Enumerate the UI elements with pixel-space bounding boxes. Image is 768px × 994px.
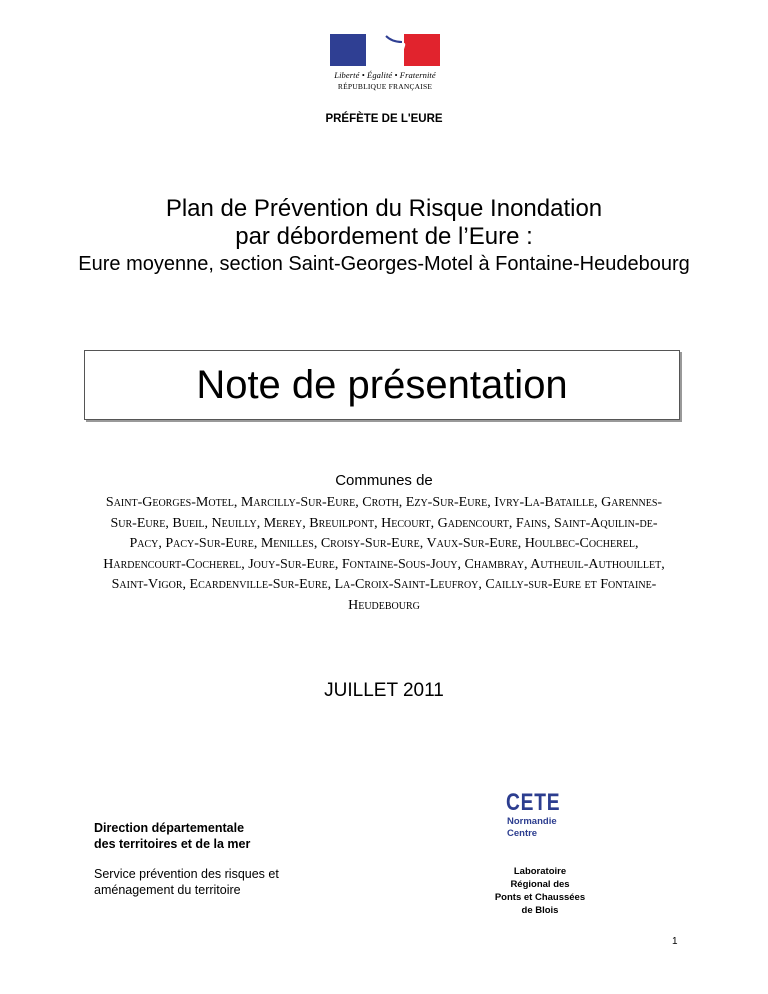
plan-title-line1: Plan de Prévention du Risque Inondation: [165, 195, 603, 222]
cete-region-1: Normandie: [507, 816, 557, 827]
republic-motto: Liberté • Égalité • Fraternité: [334, 70, 436, 80]
prefecture-heading: PRÉFÈTE DE L'EURE: [325, 113, 443, 125]
document-type-box: [84, 350, 680, 420]
cete-logo: [506, 790, 576, 840]
service-line1: Service prévention des risques et: [94, 867, 279, 881]
lab-line3: Ponts et Chaussées: [494, 892, 586, 903]
ddtm-line2: des territoires et de la mer: [94, 837, 251, 851]
cete-region-2: Centre: [507, 828, 538, 839]
ddtm-name: [94, 820, 250, 852]
service-line2: aménagement du territoire: [94, 883, 241, 897]
republic-name: RÉPUBLIQUE FRANÇAISE: [337, 82, 433, 91]
lab-line1: Laboratoire: [513, 866, 567, 877]
lab-line2: Régional des: [510, 879, 570, 890]
lab-line4: de Blois: [521, 905, 559, 916]
page-number: 1: [672, 936, 678, 947]
service-name: [94, 866, 279, 898]
plan-title-line2: par débordement de l’Eure :: [235, 223, 533, 250]
ddtm-line1: Direction départementale: [94, 821, 245, 835]
cete-wordmark: CETE: [506, 789, 561, 816]
publication-date: JUILLET 2011: [324, 680, 444, 701]
document-type-title: Note de présentation: [196, 362, 568, 407]
laboratory-name: [470, 865, 610, 917]
communes-list: Saint-Georges-Motel, Marcilly-Sur-Eure, Croth, Ezy-Sur-Eure, Ivry-La-Bataille, Garennes-Sur-Eure, Bueil, Neuilly, Merey, Breuilpont, Hecourt, Gadencourt, Fains, Saint-Aquilin-de-Pacy, Pacy-Sur-Eure, Menilles, Croisy-Sur-Eure, Vaux-Sur-Eure, Houlbec-Cocherel, Hardencourt-Cocherel, Jouy-Sur-Eure, Fontaine-Sous-Jouy, Chambray, Autheuil-Authouillet, Saint-Vigor, Ecardenville-Sur-Eure, La-Croix-Saint-Leufroy, Cailly-sur-Eure et Fontaine-Heudebourg: [103, 495, 665, 613]
communes-heading: Communes de: [335, 472, 433, 489]
plan-title: [60, 195, 708, 251]
plan-subtitle: Eure moyenne, section Saint-Georges-Motel à Fontaine-Heudebourg: [78, 253, 690, 275]
marianne-profile-icon: [356, 34, 414, 66]
marianne-logo: [330, 34, 440, 96]
